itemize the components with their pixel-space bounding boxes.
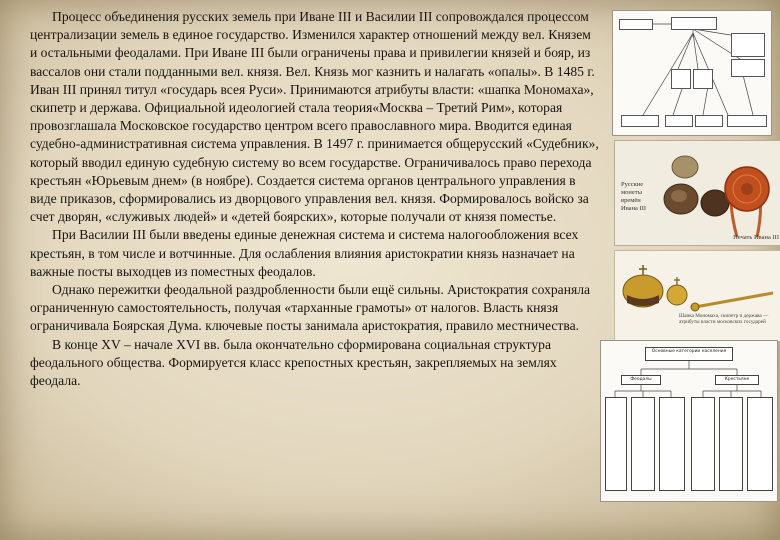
paragraph-1: Процесс объединения русских земель при Иване III и Василии III сопровождался процессом централизации земель в единое государство. Изменился характер отношений между вел. Князем и остальными феодалами. При Иване III были ограничены права и привилегии князей и бояр, из вассалов они стали подданными вел. князя. Вел. Князь мог казнить и налагать «опалы». В 1485 г. Иван III принял титул «государь всея Руси». Принимаются атрибуты власти: «шапка Мономаха», скипетр и держава. Официальной идеологией стала теория«Москва – Третий Рим», которая провозглашала Московское государство центром всего православного мира. Вводится единая судебно-административная система управления. В 1497 г. принимается общерусский «Судебник», который вводил единую судебную систему во всем государстве. Ограничивалось право перехода крестьян «Юрьевым днем» (в ноябре). Создается система органов центрального управления в виде приказов, сформировались из дворцового управления вел. князя. Формировалось войско за счет дворян, «служивых людей» и «детей боярских», которые получали от князя поместье. (30, 9, 599, 225)
orb-icon (667, 277, 687, 305)
main-text (30, 8, 600, 390)
scheme2-peasants: Крестьяне (715, 375, 759, 385)
scheme2-box (719, 397, 743, 491)
regalia-photo (614, 250, 780, 342)
sceptre-icon (691, 293, 773, 311)
scheme1-box (621, 115, 659, 127)
scheme1-box (665, 115, 693, 127)
paragraph-3: Однако пережитки феодальной раздробленности были ещё сильны. Аристократия сохраняла ограниченную самостоятельность, получая «тарханные грамоты» от налогов. Власть князя ограничивала Боярская Дума. ключевые посты занимала аристократия, правило местничества. (30, 282, 591, 334)
scheme2-box (631, 397, 655, 491)
scheme1-box (619, 19, 653, 30)
scheme1-box (731, 59, 765, 77)
coins-seal-photo (614, 140, 780, 246)
scheme1-box (731, 33, 765, 57)
population-scheme (600, 340, 778, 502)
coin-icon (672, 156, 698, 178)
seal-caption: Печать Ивана III (733, 234, 779, 241)
scheme2-feudals: Феодалы (621, 375, 661, 385)
scheme1-box (671, 17, 717, 30)
regalia-drawing (615, 251, 780, 341)
coins-caption: Русские монеты времён Ивана III (621, 181, 647, 212)
scheme1-box (695, 115, 723, 127)
scheme2-box (605, 397, 627, 491)
regalia-caption: Шапка Мономаха, скипетр и держава — атрибуты власти московских государей (679, 313, 769, 325)
scheme2-box (659, 397, 685, 491)
crown-icon (623, 265, 663, 307)
scheme1-box (727, 115, 767, 127)
paragraph-2: При Василии III были введены единые денежная система и система налогообложения всех крестьян, в том числе и вотчинные. Для ослабления влияния аристократии князь назначает на важные посты выходцев из поместных феодалов. (30, 227, 579, 279)
scheme1-box (693, 69, 713, 89)
scheme2-box (747, 397, 773, 491)
scheme2-box (691, 397, 715, 491)
scheme1-box (671, 69, 691, 89)
scheme2-title: Основные категории населения (645, 347, 733, 361)
paragraph-4: В конце XV – начале XVI вв. была окончательно сформирована социальная структура феодального общества. Формируется класс крепостных крестьян, закрепляемых на землях феодала. (30, 336, 557, 389)
governance-scheme (612, 10, 772, 136)
